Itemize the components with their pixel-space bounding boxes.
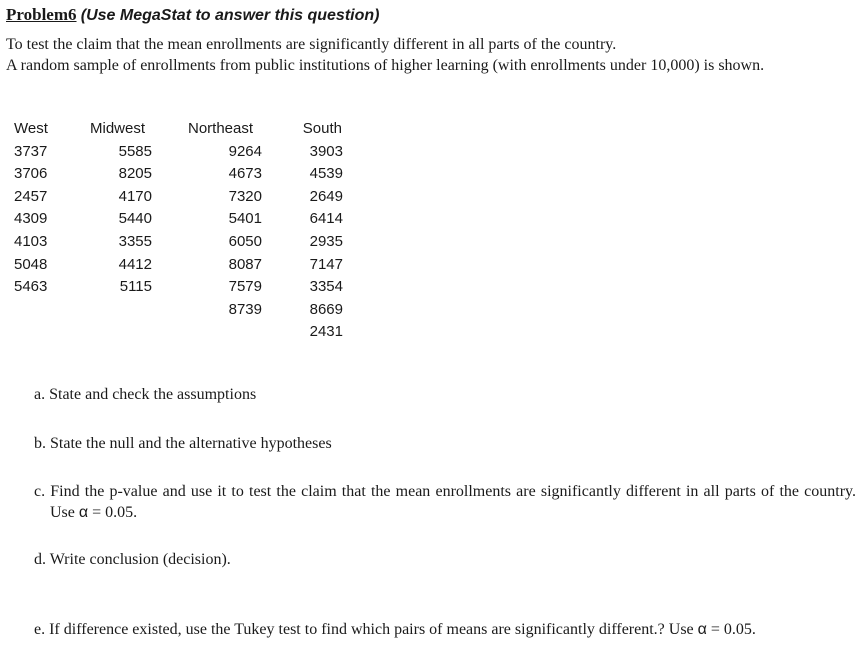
table-cell: 4170 [118,187,152,205]
question-e-text: e. If difference existed, use the Tukey test to find which pairs of means are significantly different.? Use [34,621,698,638]
column-header: West [14,120,48,137]
problem-label: Problem6 [6,5,77,24]
table-cell: 7579 [228,278,262,296]
table-cell: 9264 [228,142,262,160]
table-cell: 4673 [228,165,262,183]
table-cell: 3903 [309,142,343,160]
table-cell: 5440 [118,210,152,228]
question-c-alpha-value: = 0.05. [88,503,138,521]
column-header: Northeast [188,120,254,137]
table-cell: 3737 [14,142,48,160]
question-e-alpha-value: = 0.05. [706,621,756,638]
table-cell: 5585 [118,142,152,160]
table-cell: 2935 [309,232,343,250]
table-cell: 4412 [118,255,152,273]
alpha-symbol: α [697,621,707,638]
question-d: d. Write conclusion (decision). [34,551,231,568]
table-cell: 6414 [309,210,343,228]
table-cell: 7147 [309,255,343,273]
table-cell: 8087 [228,255,262,273]
table-cell: 5463 [14,278,48,296]
table-cell: 2649 [309,187,343,205]
table-cell: 6050 [228,232,262,250]
table-cell: 7320 [228,187,262,205]
table-cell: 3355 [118,232,152,250]
column-west [14,118,74,299]
table-cell: 5115 [119,278,152,296]
table-cell: 5401 [228,210,262,228]
table-cell: 4309 [14,210,48,228]
alpha-symbol: α [78,503,89,521]
table-cell: 4103 [14,232,48,250]
question-e [34,620,856,641]
table-cell: 8669 [309,300,343,318]
table-cell: 8739 [228,300,262,318]
question-b: b. State the null and the alternative hypotheses [34,435,332,452]
question-c-text: c. Find the p-value and use it to test the claim that the mean enrollments are significantly different in all parts of the country. Use [34,483,856,521]
enrollment-table [0,118,400,348]
table-cell: 8205 [118,165,152,183]
intro-line-1: To test the claim that the mean enrollments are significantly different in all parts of the country. [6,36,617,53]
table-cell: 2431 [309,323,343,341]
table-cell: 3706 [14,165,48,183]
column-south [296,118,343,344]
intro-line-2: A random sample of enrollments from public institutions of higher learning (with enrollments under 10,000) is shown. [6,56,765,74]
column-northeast [188,118,262,321]
question-a: a. State and check the assumptions [34,386,257,403]
problem-intro [6,35,831,76]
column-header: South [302,120,342,137]
column-header: Midwest [90,120,146,137]
table-cell: 4539 [309,165,343,183]
problem-title [6,5,379,25]
table-cell: 5048 [14,255,48,273]
question-c [34,482,856,523]
column-midwest [88,118,152,299]
table-cell: 3354 [309,278,343,296]
problem-subtitle: (Use MegaStat to answer this question) [80,7,380,24]
table-cell: 2457 [14,187,48,205]
